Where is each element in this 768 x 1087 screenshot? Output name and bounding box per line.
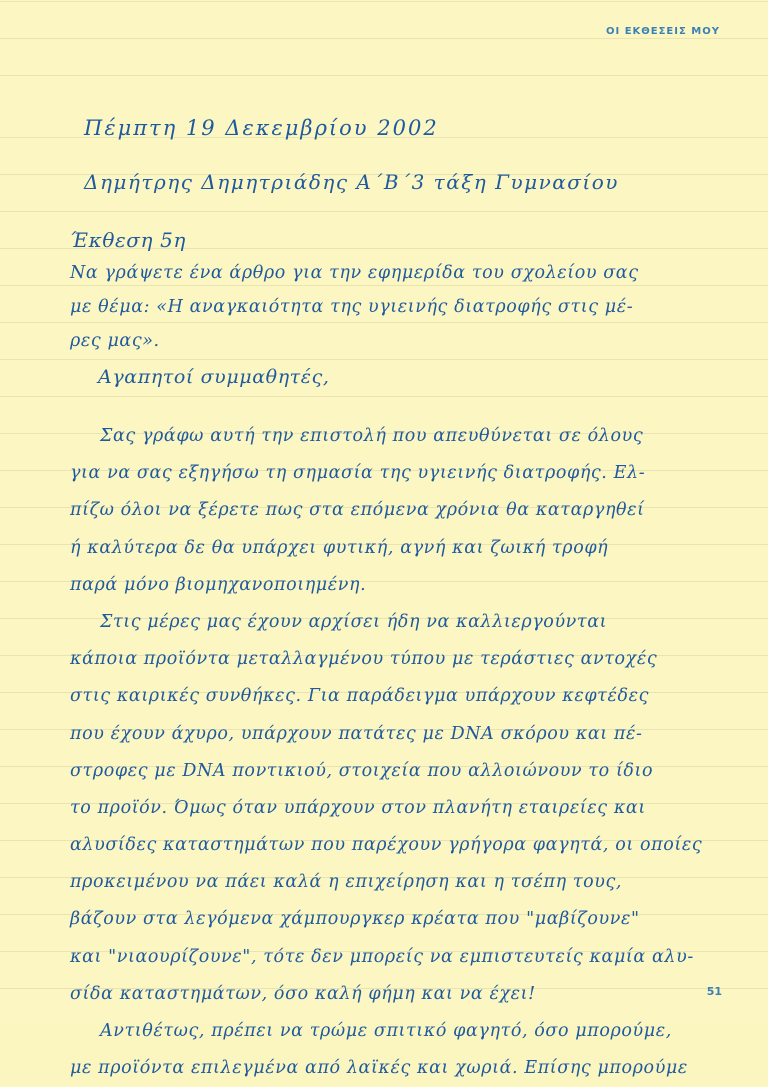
body-line: και "νιαουρίζουνε", τότε δεν μπορείς να εμπιστευτείς καμία αλυ- [70,946,694,967]
page-number: 51 [706,985,722,998]
body-line: που έχουν άχυρο, υπάρχουν πατάτες με DNA σκόρου και πέ- [70,723,643,744]
body-line: στις καιρικές συνθήκες. Για παράδειγμα υπάρχουν κεφτέδες [70,686,649,707]
body-line: Αντιθέτως, πρέπει να τρώμε σπιτικό φαγητό, όσο μπορούμε, [100,1021,672,1041]
letter-date: Πέμπτη 19 Δεκεμβρίου 2002 [84,116,439,140]
body-line: βάζουν στα λεγόμενα χάμπουργκερ κρέατα που "μαβίζουνε" [70,909,640,930]
salutation: Αγαπητοί συμμαθητές, [98,366,330,388]
running-header: ΟΙ ΕΚΘΕΣΕΙΣ ΜΟΥ [605,26,720,37]
student-name-class: Δημήτρης Δημητριάδης Α΄Β΄3 τάξη Γυμνασίου [84,170,619,194]
body-line: αλυσίδες καταστημάτων που παρέχουν γρήγορα φαγητά, οι οποίες [70,835,703,856]
assignment-text [70,256,720,358]
body-line: ή καλύτερα δε θα υπάρχει φυτική, αγνή και ζωική τροφή [70,537,609,558]
body-line: για να σας εξηγήσω τη σημασία της υγιεινής διατροφής. Ελ- [70,463,646,484]
letter-body [70,418,720,1087]
assignment-line: με θέμα: «Η αναγκαιότητα της υγιεινής διατροφής στις μέ- [70,297,634,317]
body-line: κάποια προϊόντα μεταλλαγμένου τύπου με τεράστιες αντοχές [70,649,658,670]
assignment-line: ρες μας». [70,331,160,351]
body-line: με προϊόντα επιλεγμένα από λαϊκές και χωριά. Επίσης μπορούμε [70,1058,688,1079]
body-line: Στις μέρες μας έχουν αρχίσει ήδη να καλλιεργούνται [100,611,608,632]
body-line: το προϊόν. Όμως όταν υπάρχουν στον πλανήτη εταιρείες και [70,797,646,818]
body-line: προκειμένου να πάει καλά η επιχείρηση και η τσέπη τους, [70,872,623,893]
body-line: πίζω όλοι να ξέρετε πως στα επόμενα χρόνια θα καταργηθεί [70,500,645,521]
body-line: σίδα καταστημάτων, όσο καλή φήμη και να έχει! [70,983,536,1004]
body-line: παρά μόνο βιομηχανοποιημένη. [70,574,367,595]
body-line: Σας γράφω αυτή την επιστολή που απευθύνεται σε όλους [100,426,644,446]
body-line: στροφες με DNA ποντικιού, στοιχεία που αλλοιώνουν το ίδιο [70,760,654,781]
essay-number: Έκθεση 5η [70,228,186,252]
assignment-line: Να γράψετε ένα άρθρο για την εφημερίδα του σχολείου σας [70,263,639,283]
